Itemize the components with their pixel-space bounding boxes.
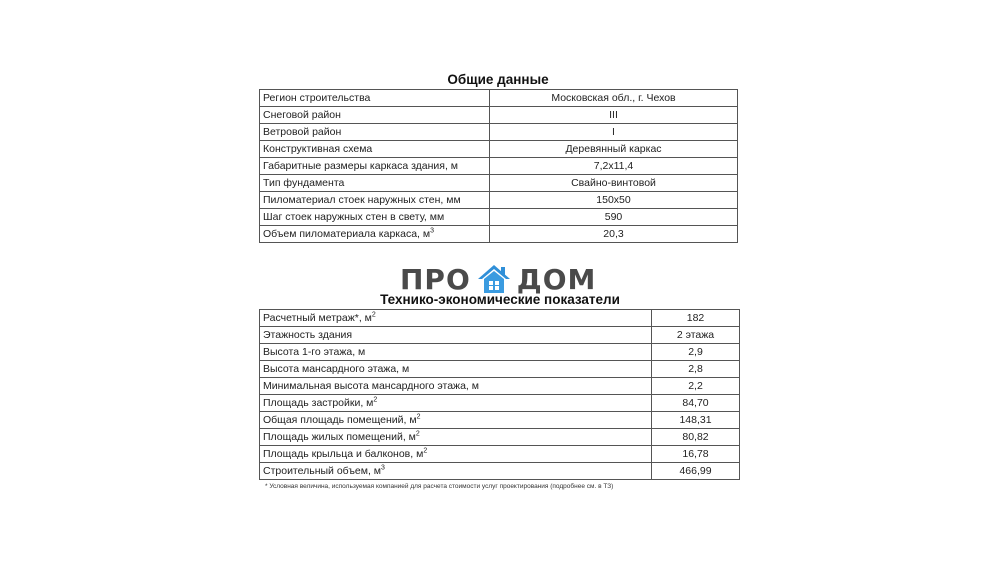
row-label: Регион строительства [260,90,490,107]
table-row [260,429,740,446]
table-row [260,395,740,412]
logo-text-right: ДОМ [516,262,597,296]
row-label: Объем пиломатериала каркаса, $м^3$ [260,226,490,243]
row-label: Габаритные размеры каркаса здания, м [260,158,490,175]
row-label: Высота мансардного этажа, м [260,361,652,378]
row-label: Конструктивная схема [260,141,490,158]
general-data-table [259,89,738,243]
table-row [260,327,740,344]
row-value: III [490,107,738,124]
table-row [260,141,738,158]
technical-indicators-title: Технико-экономические показатели [380,292,620,307]
row-value: 16,78 [652,446,740,463]
row-label: Пиломатериал стоек наружных стен, мм [260,192,490,209]
table-row [260,344,740,361]
logo-text-left: ПРО [400,262,471,296]
technical-indicators-table [259,309,740,480]
row-value: 590 [490,209,738,226]
table-row [260,412,740,429]
row-value: Московская обл., г. Чехов [490,90,738,107]
table-row [260,361,740,378]
row-label: Минимальная высота мансардного этажа, м [260,378,652,395]
house-icon [477,264,511,294]
table-row [260,463,740,480]
row-value: 20,3 [490,226,738,243]
row-value: 150x50 [490,192,738,209]
footnote: * Условная величина, используемая компанией для расчета стоимости услуг проектирования (подробнее см. в ТЗ) [265,483,614,490]
table-row [260,310,740,327]
row-value: 2,2 [652,378,740,395]
general-data-title: Общие данные [447,72,549,87]
row-label: Площадь застройки, $м^2$ [260,395,652,412]
row-value: 466,99 [652,463,740,480]
row-value: 80,82 [652,429,740,446]
row-value: 84,70 [652,395,740,412]
row-label: Ветровой район [260,124,490,141]
row-label: Высота 1-го этажа, м [260,344,652,361]
row-label: Этажность здания [260,327,652,344]
row-label: Площадь жилых помещений, $м^2$ [260,429,652,446]
row-value: 2,8 [652,361,740,378]
row-value: 148,31 [652,412,740,429]
table-row [260,175,738,192]
table-row [260,446,740,463]
pro-dom-logo [400,262,596,296]
table-row [260,209,738,226]
table-row [260,226,738,243]
row-label: Площадь крыльца и балконов, $м^2$ [260,446,652,463]
row-value: 182 [652,310,740,327]
row-value: 2,9 [652,344,740,361]
row-label: Строительный объем, $м^3$ [260,463,652,480]
table-row [260,378,740,395]
table-row [260,192,738,209]
table-row [260,124,738,141]
table-row [260,90,738,107]
row-label: Тип фундамента [260,175,490,192]
row-label: Общая площадь помещений, $м^2$ [260,412,652,429]
row-label: Расчетный метраж*, $м^2$ [260,310,652,327]
row-value: Свайно-винтовой [490,175,738,192]
row-value: 2 этажа [652,327,740,344]
table-row [260,107,738,124]
row-value: I [490,124,738,141]
row-value: Деревянный каркас [490,141,738,158]
row-label: Снеговой район [260,107,490,124]
row-label: Шаг стоек наружных стен в свету, мм [260,209,490,226]
table-row [260,158,738,175]
row-value: 7,2x11,4 [490,158,738,175]
